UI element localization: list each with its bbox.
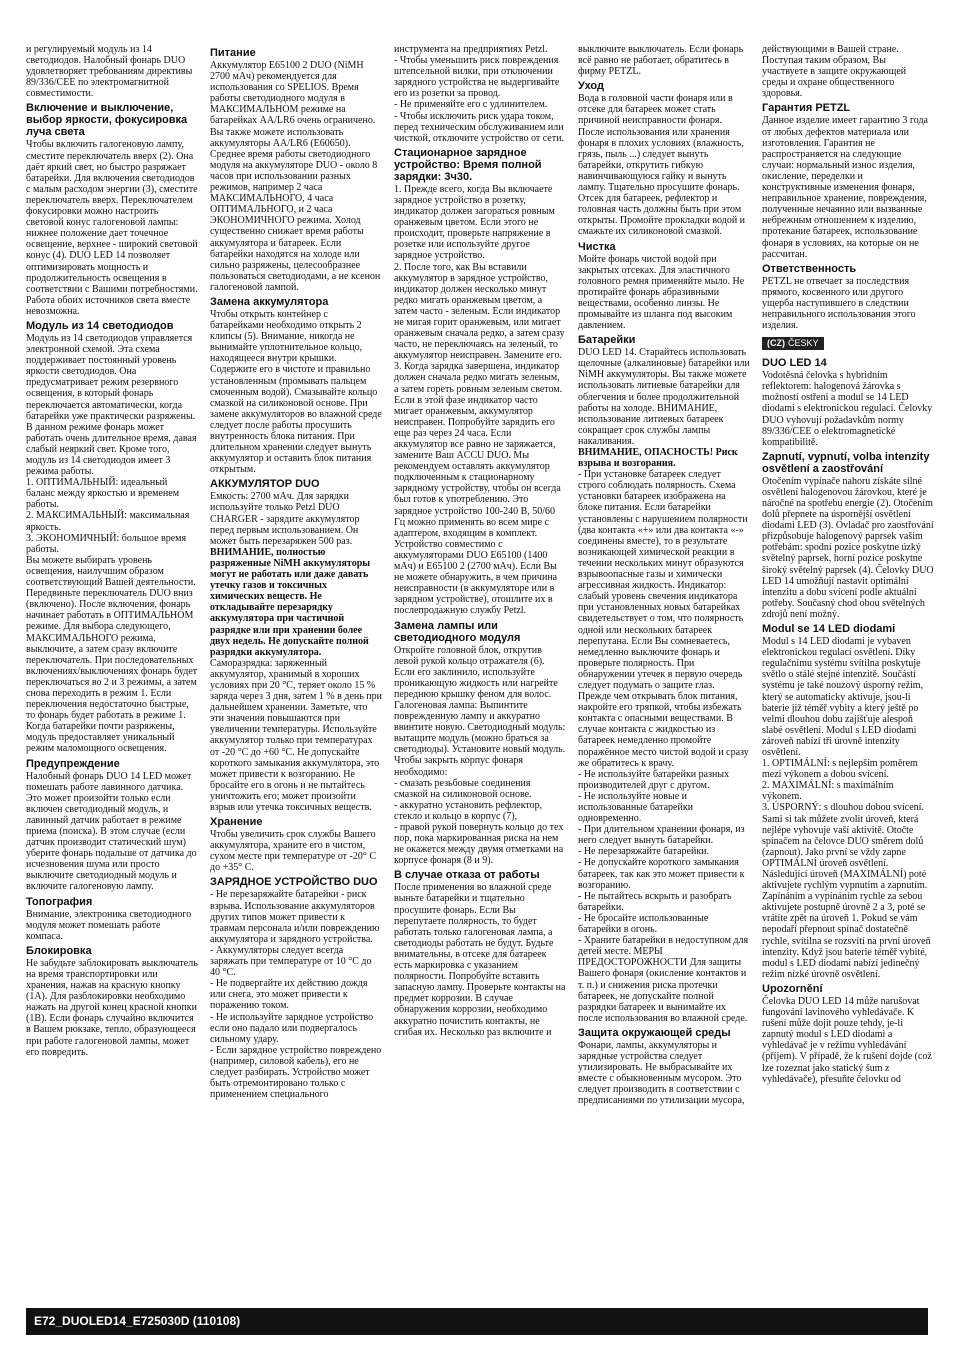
paragraph: 3. ÚSPORNÝ: s dlouhou dobou svícení. xyxy=(762,802,924,814)
paragraph: DUO LED 14. Старайтесь использовать щелочные (алкалиновые) батарейки или NiMH аккумуляторы. Вы также можете использовать литиевые батарейки для облегчения и более продолжительной работы на холоде. ВНИМАНИЕ, использование литиевых батареек сокращает срок службы лампы накаливания. xyxy=(578,347,750,447)
paragraph: - Не перезаряжайте батарейки. xyxy=(578,846,710,858)
paragraph: 1. Прежде всего, когда Вы включаете зарядное устройство в розетку, индикатор должен загораться ровным оранжевым цветом. Если этого не происходит, проверьте напряжение в розетке или используйте другое зарядное устройство. xyxy=(394,183,555,262)
paragraph: Sami si tak můžete zvolit úroveň, která nejlépe vyhovuje vaší aktivitě. Otočte spínačem na čelovce DUO směrem dolů (zapnout). Jako první se vždy zapne OPTIMÁLNÍ úroveň osvětlení. Následující úroveň (MAXIMÁLNÍ) poté aktivujete rychlým vypnutím a zapnutím. Zapínáním a vypínáním rychle za sebou aktivujete postupně úrovně 2 a 3, poté se vrátíte zpět na úroveň 1. Pokud se vám nepodaří přepnout spínač dostatečně rychle, svítilna se rozsvítí na první úroveň intenzity. Když jsou baterie téměř vybité, modul s LED diodami nabízí jedinečný režim nízké úrovně osvětlení. xyxy=(762,813,931,980)
paragraph: Мойте фонарь чистой водой при закрытых отсеках. Для эластичного головного ремня применяйте мыло. Не протирайте фонарь абразивными веществами, особенно линзы. Не промывайте из шланга под высоким давлением. xyxy=(578,253,745,332)
paragraph: Otočením vypínače nahoru získáte silné osvětlení halogenovou žárovkou, které je náročné na spotřebu energie (2). Otočením dolů přepnete na úspornější osvětlení diodami LED (3). Ovladač pro zaostřování přizpůsobuje halogenový paprsek vašim potřebám: spodní pozice poskytne úzký světelný paprsek, horní pozice poskytne široký světelný paprsek (4). Čelovky DUO LED 14 umožňují nastavit optimální intenzitu a dobu svícení podle aktuální potřeby. Současný chod obou světelných zdrojů není možný. xyxy=(762,475,934,620)
document-code-footer: E72_DUOLED14_E725030D (110108) xyxy=(26,1308,928,1335)
section-heading: Upozornění xyxy=(762,982,823,995)
section-heading: В случае отказа от работы xyxy=(394,869,540,882)
paragraph: Модуль из 14 светодиодов управляется электронной схемой. Эта схема поддерживает постоянный уровень яркости светодиодов. Она предусматривает режим резервного освещения, в который фонарь переключается автоматически, когда батарейки уже практически разряжены. В данном режиме фонарь может работать очень длительное время, давая слабый неяркий свет. Кроме того, модуль из 14 светодиодов имеет 3 режима работы. xyxy=(26,332,197,478)
paragraph: Modul s 14 LED diodami je vybaven elektronickou regulací osvětlení. Díky regulačnímu systému svítilna poskytuje světlo o stálé stejné intenzitě. Součástí systému je také nouzový úsporný režim, který se automaticky aktivuje, jsou-li baterie již téměř vybity a který ještě po velmi dlouhou dobu zajišťuje alespoň slabé osvětlení. Modul s LED diodami zároveň nabízí tři úrovně intenzity osvětlení. xyxy=(762,636,924,758)
paragraph: - Не используйте батарейки разных производителей друг с другом. xyxy=(578,768,730,791)
section-heading: Питание xyxy=(210,47,256,59)
section-heading: Замена лампы или светодиодного модуля xyxy=(394,619,521,644)
paragraph: - Не используйте новые и использованные батарейки одновременно. xyxy=(578,790,694,825)
warning-paragraph: ВНИМАНИЕ, ОПАСНОСТЬ! Риск взрыва и возгорания. xyxy=(578,447,738,470)
paragraph: Данное изделие имеет гарантию 3 года от любых дефектов материала или изготовления. Гарантия не распространяется на следующие случаи: нормальный износ изделия, окисление, переделки и конструктивные изменения фонаря, неправильное хранение, повреждения, полученные нечаянно или вызванные небрежным отношением к изделию, протекание батареек, использование фонаря в условиях, на которые он не рассчитан. xyxy=(762,115,928,260)
column-3 xyxy=(394,44,566,1302)
section-heading: Ответственность xyxy=(762,262,857,275)
paragraph: Чтобы открыть контейнер с батарейками необходимо открыть 2 клипсы (5). Внимание, никогда не вынимайте уплотнительное кольцо, находящееся внутри крышки. Содержите его в чистоте и правильно установленным (промывать пальцем смоченным водой). Смазывайте кольцо смазкой на силиконовой основе. При замене аккумуляторов во влажной среде следует после работы просушить внутренность блока питания. При длительном хранении следует вынуть аккумулятор и оставить блок питания открытым. xyxy=(210,308,382,476)
section-heading: ЗАРЯДНОЕ УСТРОЙСТВО DUO xyxy=(210,876,378,889)
paragraph: После применения во влажной среде выньте батарейки и тщательно просушите фонарь. Если Вы перепутаете полярность, то будет работать только галогеновая лампа, а светодиоды работать не будут. Будьте внимательны, в отсеке для батареек есть маркировка с указанием полярности. Попробуйте вставить запасную лампу. Проверьте контакты на предмет коррозии. В случае обнаружения коррозии, необходимо аккуратно почистить контакты, не сгибая их. Несколько раз включите и xyxy=(394,882,566,1038)
paragraph: Откройте головной блок, открутив левой рукой кольцо отражателя (6). Если его заклинило, используйте проникающую жидкость или нагрейте переднюю крышку феном для волос. Галогеновая лампа: Выпинтите поврежденную лампу и аккуратно ввинтите новую. Светодиодный модуль: вытащите модуль (можно браться за светодиоды). Установите новый модуль. Чтобы закрыть корпус фонаря необходимо: xyxy=(394,644,566,778)
language-code: (CZ) xyxy=(767,338,785,349)
paragraph: Фонари, лампы, аккумуляторы и зарядные устройства следует утилизировать. Не выбрасывайте их вместе с обыкновенным мусором. Это следует производить в соответствии с предписаниями по утилизации мусора, xyxy=(578,1039,745,1107)
column-5 xyxy=(762,44,934,1302)
column-2 xyxy=(210,44,382,1302)
paragraph: действующими в Вашей стране. Поступая таким образом, Вы участвуете в защите окружающей среды и охране общественного здоровья. xyxy=(762,44,907,100)
paragraph: Емкость: 2700 мАч. Для зарядки используйте только Petzl DUO CHARGER - зарядите аккумулятор перед первым использованием. Он может быть перезаряжен 500 раз. xyxy=(210,491,360,547)
paragraph: - Не используйте зарядное устройство если оно падало или подвергалось сильному удару. xyxy=(210,1011,374,1045)
paragraph: - Чтобы уменьшить риск повреждения штепсельной вилки, при отключении зарядного устройства не выдергивайте его из розетки за провод. xyxy=(394,55,560,100)
section-heading: Блокировка xyxy=(26,944,92,957)
paragraph: 2. МАКСИМАЛЬНЫЙ: максимальная яркость. xyxy=(26,510,190,533)
paragraph: - аккуратно установить рефлектор, стекло и кольцо в корпус (7), xyxy=(394,799,543,822)
section-heading: Гарантия PETZL xyxy=(762,102,851,115)
paragraph: 1. OPTIMÁLNÍ: s nejlepším poměrem mezi výkonem a dobou svícení. xyxy=(762,758,918,781)
column-1 xyxy=(26,44,198,1302)
section-heading: Предупреждение xyxy=(26,757,120,770)
paragraph: - смазать резьбовые соединения смазкой на силиконовой основе. xyxy=(394,777,532,800)
paragraph: Не забудьте заблокировать выключатель на время транспортировки или хранения, нажав на красную кнопку (1A). Для разблокировки необходимо нажать на другой конец красной кнопки (1B). Если фонарь случайно включится в Вашем рюкзаке, тепло, образующееся при работе галогеновой лампы, может его повредить. xyxy=(26,957,198,1058)
paragraph: - Не допускайте короткого замыкания батареек, так как это может привести к возгоранию. xyxy=(578,857,745,891)
warning-paragraph: ВНИМАНИЕ, полностью разряженные NiMH аккумуляторы могут не работать или даже давать утечку газов и токсичных химических веществ. Не откладывайте перезарядку аккумулятора при частичной разрядке или при хранении более двух недель. Не допускайте полной разрядки аккумулятора. xyxy=(210,546,371,658)
paragraph: - Не пытайтесь вскрыть и разобрать батарейки. xyxy=(578,890,732,913)
section-heading: Включение и выключение, выбор яркости, фокусировка луча света xyxy=(26,102,188,139)
section-heading: Чистка xyxy=(578,240,616,253)
paragraph: Vodotěsná čelovka s hybridním reflektorem: halogenová žárovka s možností ostření a modul se 14 LED diodami s elektronickou regulací. Čelovky DUO vyhovují požadavkům normy 89/336/CEE o elektromagnetické kompatibilitě. xyxy=(762,370,933,448)
paragraph: Вы можете выбирать уровень освещения, наилучшим образом соответствующий Вашей деятельности. Передвиньте переключатель DUO вниз (включено). После включения, фонарь начинает работать в ОПТИМАЛЬНОМ режиме. Для выбора следующего, МАКСИМАЛЬНОГО режима, выключите, а затем сразу включите переключатель. При последовательных включениях/выключениях фонарь будет переключаться во 2 и 3 режимы, а затем снова переходить в режим 1. Если переключения недостаточно быстрые, то фонарь будет работать в режиме 1. Когда батарейки почти разряжены, модуль предоставляет уникальный режим маломощного освещения. xyxy=(26,554,198,755)
paragraph: - правой рукой повернуть кольцо до тех пор, пока маркированная риска на нем не окажется между двумя отметками на корпусе фонаря (8 и 9). xyxy=(394,822,564,867)
section-heading: Замена аккумулятора xyxy=(210,295,329,308)
paragraph: Аккумулятор E65100 2 DUO (NiMH 2700 мАч) рекомендуется для использования со SPELIOS. Время работы светодиодного модуля в МАКСИМАЛЬНОМ режиме на батарейках AA/LR6 очень ограничено. Вы также можете использовать аккумуляторы AA/LR6 (E60650). Среднее время работы светодиодного модуля на аккумуляторе DUO - около 8 часов при использовании разных режимов, например 2 часа МАКСИМАЛЬНОГО, 4 часа ОПТИМАЛЬНОГО, и 2 часа ЭКОНОМИЧНОГО режима. Холод существенно снижает время работы аккумулятора и батареек. Если батарейки находятся на холоде или сильно разряжены, целесообразнее пользоваться светодиодами, а не ксенон галогеновой лампой. xyxy=(210,60,381,293)
paragraph: 1. ОПТИМАЛЬНЫЙ: идеальный баланс между яркостью и временем работы. xyxy=(26,477,180,511)
section-heading: Модуль из 14 светодиодов xyxy=(26,319,174,332)
paragraph: - Чтобы исключить риск удара током, перед техническим обслуживанием или чисткой, отключите устройство от сети. xyxy=(394,110,564,144)
section-heading: Стационарное зарядное устройство: Время полной зарядки: 3ч30. xyxy=(394,146,542,183)
paragraph: Внимание, электроника светодиодного модуля может помешать работе компаса. xyxy=(26,908,192,942)
paragraph: 3. ЭКОНОМИЧНЫЙ: большое время работы. xyxy=(26,532,187,555)
paragraph: - Не применяйте его с удлинителем. xyxy=(394,99,548,111)
paragraph: Чтобы включить галогеновую лампу, сместите переключатель вверх (2). Она даёт яркий свет, но быстро разряжает батарейки. Для включения светодиодов с малым расходом энергии (3), сместите переключатель вверх. Переключателем фокусировки можно настроить световой конус галогеновой лампы: нижнее положение дает точечное освещение, верхнее - широкий световой конус (4). DUO LED 14 позволяет оптимизировать мощность и продолжительность освещения в соответствии с Вашими потребностями. Работа обоих источников света вместе невозможна. xyxy=(26,139,198,317)
paragraph: инструмента на предприятиях Petzl. xyxy=(394,44,548,55)
paragraph: 3. Когда зарядка завершена, индикатор должен сначала редко мигать зеленым, а затем гореть ровным зеленым светом. Если в этой фазе индикатор часто мигает оранжевым, аккумулятор неисправен. Попробуйте зарядить его еще раз через 24 часа. Если аккумулятор все равно не заряжается, замените Ваш ACCU DUO. Мы рекомендуем оставлять аккумулятор подключенным к стационарному зарядному устройству, чтобы он всегда был готов к употреблению. Это зарядное устройство 100-240 В, 50/60 Гц можно применять во всем мире с адаптером, входящим в комплект. Устройство совместимо с аккумуляторами DUO E65100 (1400 мАч) и E65100 2 (2700 мАч). Если Вы не можете обнаружить, в чем причина неисправности (в аккумуляторе или в зарядном устройстве), отошлите их в послепродажную службу Petzl. xyxy=(394,361,563,617)
paragraph: 2. MAXIMÁLNÍ: s maximálním výkonem. xyxy=(762,780,894,803)
section-heading: DUO LED 14 xyxy=(762,357,827,370)
paragraph: - Аккумуляторы следует всегда заряжать при температуре от 10 °C до 40 °C. xyxy=(210,944,372,979)
paragraph: Саморазрядка: заряженный аккумулятор, хранимый в хороших условиях при 20 °C, теряет около 15 % заряда через 3 дня, затем 1 % в день при дальнейшем хранении. Заметьте, что эти значения повышаются при увеличении температуры. Используйте аккумулятор только при температурах от -20 °C до +60 °C. Не допускайте короткого замыкания аккумулятора, это может привести к возгоранию. Не бросайте его в огонь и не пытайтесь уничтожить его; может произойти взрыв или утечка токсичных веществ. xyxy=(210,657,382,813)
paragraph: Вода в головной части фонаря или в отсеке для батареек может стать причиной неисправности фонаря. После использования или хранения фонаря в плохих условиях (влажность, грязь, пыль ...) следует вынуть батарейки, открутить гибкую навинчивающуюся гайку и вынуть лампу. Тщательно просушите фонарь. Отсек для батареек, рефлектор и головная часть должны быть при этом открыты. Промойте прокладки водой и смажьте их силиконовой смазкой. xyxy=(578,93,746,238)
paragraph: - При установке батареек следует строго соблюдать полярность. Схема установки батареек изображена на блоке питания. Если батарейки установлены с нарушением полярности (два контакта «+» или два контакта «-» соединены вместе), то в результате возникающей химической реакции в течении нескольких минут образуются взрывоопасные газы и химически агрессивная жидкость. Индикатор: слабый уровень свечения индикатора при установленных новых батарейках свидетельствует о том, что полярность одной или нескольких батареек перепутана. Если Вы сомневаетесь, немедленно выключите фонарь и проверьте полярность. При обнаружении утечек в первую очередь следует подумать о защите глаз. Прежде чем открывать блок питания, накройте его тряпкой, чтобы избежать контакта с опасными веществами. В случае контакта с жидкостью из батареек немедленно промойте поражённое место чистой водой и сразу же обратитесь к врачу. xyxy=(578,469,749,769)
section-heading: Modul se 14 LED diodami xyxy=(762,623,896,636)
section-heading: Батарейки xyxy=(578,334,636,347)
paragraph: PETZL не отвечает за последствия прямого, косвенного или другого ущерба наступившего в следствии неправильного использования этого изделия. xyxy=(762,275,916,332)
paragraph: 2. После того, как Вы вставили аккумулятор в зарядное устройство, индикатор должен несколько минут редко мигать оранжевым цветом, а затем часто - зеленым. Если индикатор не мигая горит оранжевым, или мигает оранжевым сначала редко, а затем сразу часто, не переключаясь на зеленый, то аккумулятор неисправен. Замените его. xyxy=(394,261,565,362)
paragraph: - Не бросайте использованные батарейки в огонь. xyxy=(578,912,709,936)
section-heading: Хранение xyxy=(210,816,263,829)
paragraph: - Храните батарейки в недоступном для детей месте. МЕРЫ ПРЕДОСТОРОЖНОСТИ Для защиты Вашего фонаря (окисление контактов и т. п.) и снижения риска протечки батареек, не допускайте полной разрядки батареек и вынимайте их после использования во влажной среде. xyxy=(578,935,749,1024)
text-columns xyxy=(26,44,934,1302)
paragraph: - Не подвергайте их действию дождя или снега, это может привести к поражению током. xyxy=(210,978,368,1012)
language-name: ČESKY xyxy=(788,338,819,349)
language-tab xyxy=(762,337,824,350)
section-heading: Уход xyxy=(578,80,604,93)
paragraph: - При длительном хранении фонаря, из него следует вынуть батарейки. xyxy=(578,824,745,847)
paragraph: и регулируемый модуль из 14 светодиодов. Налобный фонарь DUO удовлетворяет требованиям директивы 89/336/CEE по электромагнитной совместимости. xyxy=(26,44,193,100)
paragraph: Čelovka DUO LED 14 může narušovat fungování lavinového vyhledávače. K rušení může dojít pouze tehdy, je-li zapnutý modul s LED diodami a vyhledávač je v režimu vyhledávání (příjem). V případě, že k rušení dojde (což lze rozeznat jako statický šum z vyhledávače), přesuňte čelovku od xyxy=(762,995,932,1085)
section-heading: АККУМУЛЯТОР DUO xyxy=(210,478,320,491)
column-4 xyxy=(578,44,750,1302)
section-heading: Zapnutí, vypnutí, volba intenzity osvětlení a zaostřování xyxy=(762,450,930,475)
paragraph: Чтобы увеличить срок службы Вашего аккумулятора, храните его в чистом, сухом месте при температуре от -20° C до +35° C. xyxy=(210,829,377,874)
section-heading: Топография xyxy=(26,895,93,908)
section-heading: Защита окружающей среды xyxy=(578,1026,731,1039)
paragraph: - Если зарядное устройство повреждено (например, силовой кабель), его не следует разбирать. Устройство может быть отремонтировано только с применением специального xyxy=(210,1044,382,1101)
paragraph: выключите выключатель. Если фонарь всё равно не работает, обратитесь в фирму PETZL. xyxy=(578,44,744,78)
paragraph: - Не перезаряжайте батарейки - риск взрыва. Использование аккумуляторов других типов может привести к травмам персонала и/или повреждению аккумулятора и зарядного устройства. xyxy=(210,889,380,945)
paragraph: Налобный фонарь DUO 14 LED может помешать работе лавинного датчика. Это может произойти только если включен светодиодный модуль, и лавинный датчик работает в режиме приема (поиска). В этом случае (если датчик производит статический шум) уберите фонарь подальше от датчика до исчезновения шума или просто выключите светодиодный модуль и включите галогеновую лампу. xyxy=(26,770,197,893)
